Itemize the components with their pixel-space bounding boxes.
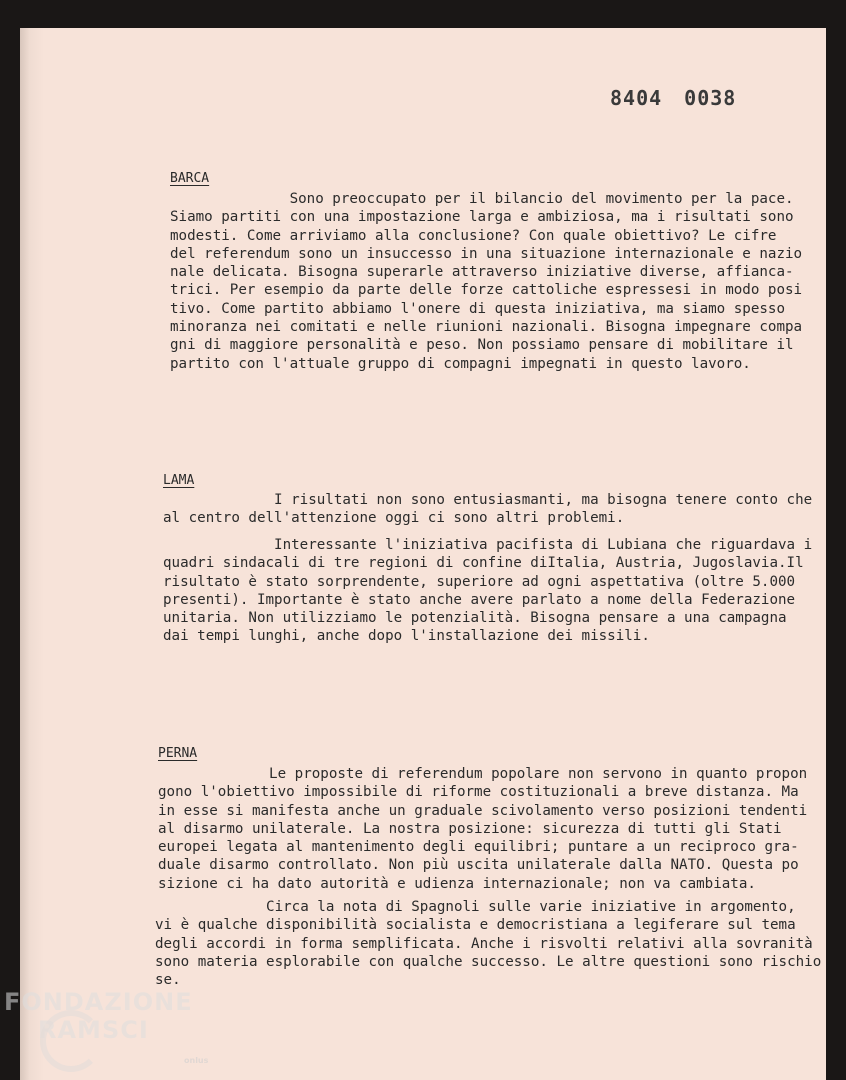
watermark-line-2: RAMSCI: [38, 1016, 149, 1044]
archive-number-left: 8404: [610, 86, 663, 110]
watermark-g-icon: [40, 1010, 102, 1072]
paragraph-perna-2: Circa la nota di Spagnoli sulle varie iniziative in argomento, vi è qualche disponibilità socialista e democristiana a legiferare sul tema degli accordi in forma semplificata. Anche i risvolti relativi alla sovranità sono materia esplorabile con qualche successo. Le altre questioni sono rischio se.: [155, 899, 822, 989]
paragraph-perna-1: Le proposte di referendum popolare non servono in quanto propon gono l'obiettivo impossibile di riforme costituzionali a breve distanza. Ma in esse si manifesta anche un graduale scivolamento verso posizioni tendenti al disarmo unilaterale. La nostra posizione: sicurezza di tutti gli Stati europei legata al mantenimento degli equilibri; puntare a un reciproco gra- duale disarmo controllato. Non più uscita unilaterale dalla NATO. Questa po sizione ci ha dato autorità e udienza internazionale; non va cambiata.: [158, 766, 808, 892]
speaker-lama: LAMA: [163, 473, 195, 488]
paragraph-barca-1: Sono preoccupato per il bilancio del movimento per la pace. Siamo partiti con una impostazione larga e ambiziosa, ma i risultati sono modesti. Come arriviamo alla conclusione? Con quale obiettivo? Le cifre del referendum sono un insuccesso in una situazione internazionale e nazio nale delicata. Bisogna superarle attraverso iniziative diverse, affianca- trici. Per esempio da parte delle forze cattoliche espressesi in modo posi tivo. Come partito abbiamo l'onere di questa iniziativa, ma siamo spesso minoranza nei comitati e nelle riunioni nazionali. Bisogna impegnare compa gni di maggiore personalità e peso. Non possiamo pensare di mobilitare il partito con l'attuale gruppo di compagni impegnati in questo lavoro.: [170, 191, 803, 372]
archive-number: [610, 86, 758, 110]
fondazione-gramsci-watermark: [4, 988, 209, 1065]
speaker-perna: PERNA: [158, 746, 198, 761]
archive-number-right: 0038: [684, 86, 737, 110]
page-edge-shadow: [20, 28, 44, 1080]
speaker-barca: BARCA: [170, 171, 210, 186]
paragraph-lama-1: I risultati non sono entusiasmanti, ma bisogna tenere conto che al centro dell'attenzione oggi ci sono altri problemi.: [163, 492, 813, 527]
watermark-sub: onlus: [184, 1056, 209, 1065]
paragraph-lama-2: Interessante l'iniziativa pacifista di Lubiana che riguardava i quadri sindacali di tre regioni di confine diItalia, Austria, Jugoslavia.Il risultato è stato sorprendente, superiore ad ogni aspettativa (oltre 5.000 presenti). Importante è stato anche avere parlato a nome della Federazione unitaria. Non utilizziamo le potenzialità. Bisogna pensare a una campagna dai tempi lunghi, anche dopo l'installazione dei missili.: [163, 537, 813, 645]
watermark-line-1: FONDAZIONE: [4, 988, 193, 1016]
